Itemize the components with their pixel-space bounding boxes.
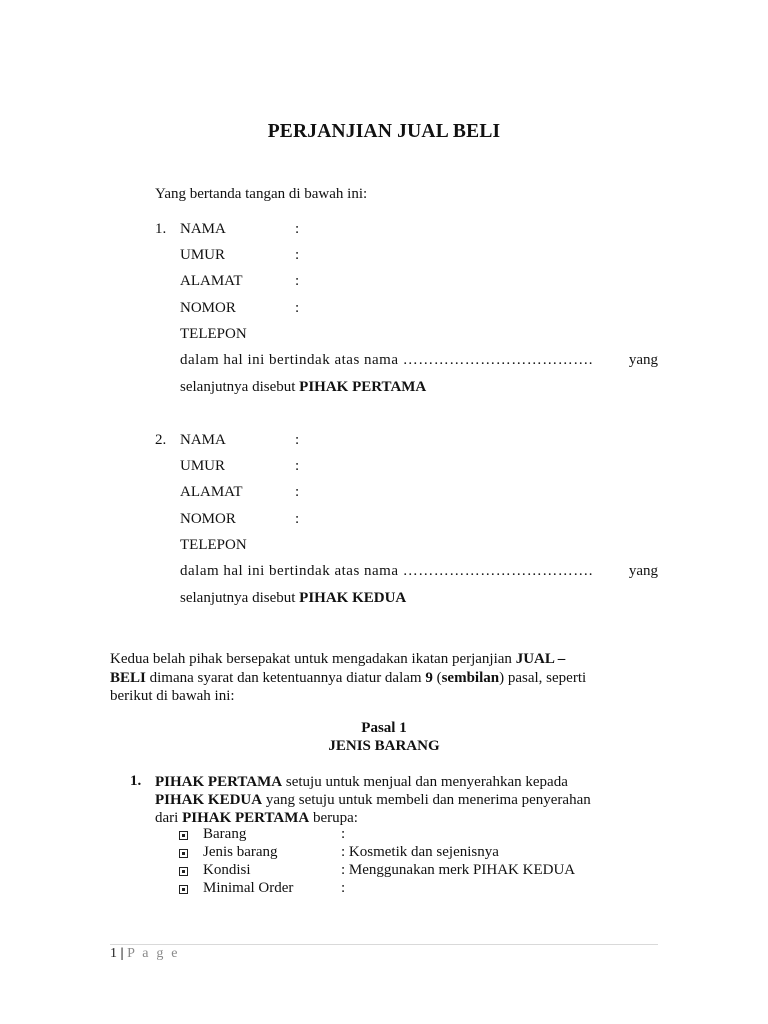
designation-name: PIHAK PERTAMA	[299, 379, 427, 395]
agreement-bold-term: BELI	[110, 669, 146, 686]
page-label: P a g e	[127, 946, 180, 961]
item-value: :	[341, 826, 346, 842]
clause-1-text	[155, 773, 658, 827]
agreement-text: Kedua belah pihak bersepakat untuk mengadakan ikatan perjanjian	[110, 651, 512, 667]
acting-end: yang	[628, 352, 658, 368]
field-colon: :	[295, 511, 300, 527]
pasal-heading: Pasal 1	[361, 720, 407, 736]
field-colon: :	[295, 247, 300, 263]
item-value: : Kosmetik dan sejenisnya	[341, 844, 499, 860]
party-number: 1.	[155, 221, 167, 237]
designation-line	[180, 379, 426, 396]
agreement-paragraph	[110, 650, 658, 706]
field-label-alamat: ALAMAT	[180, 273, 243, 289]
clause-line-3	[155, 809, 658, 827]
field-label-umur: UMUR	[180, 458, 226, 474]
field-colon: :	[295, 432, 300, 448]
designation-text: selanjutnya disebut	[180, 379, 296, 395]
agreement-article-count-word: sembilan	[441, 669, 500, 686]
agreement-line-1	[110, 650, 658, 669]
document-title: PERJANJIAN JUAL BELI	[267, 121, 501, 142]
field-label-telepon: TELEPON	[180, 326, 247, 342]
field-colon: :	[295, 458, 300, 474]
checkbox-bullet-icon	[178, 884, 188, 894]
agreement-bold-term: JUAL –	[515, 651, 566, 667]
field-label-nama: NAMA	[180, 221, 226, 237]
clause-party: PIHAK KEDUA	[155, 792, 263, 808]
designation-name: PIHAK KEDUA	[299, 590, 407, 606]
field-colon: :	[295, 273, 300, 289]
clause-text: yang setuju untuk membeli dan menerima penyerahan	[265, 792, 591, 808]
acting-line	[180, 563, 658, 580]
footer-divider	[110, 944, 658, 945]
agreement-paren: (	[436, 669, 442, 686]
field-colon: :	[295, 221, 300, 237]
clause-text: berupa:	[312, 810, 358, 826]
acting-text: dalam hal ini bertindak atas nama ……………………………….	[180, 563, 594, 579]
clause-text: dari	[155, 810, 179, 826]
clause-number: 1.	[130, 773, 142, 789]
clause-line-2	[155, 791, 658, 809]
agreement-text: dimana syarat dan ketentuannya diatur dalam	[149, 669, 422, 686]
intro-text: Yang bertanda tangan di bawah ini:	[155, 186, 368, 202]
party-number: 2.	[155, 432, 167, 448]
item-value: :	[341, 880, 346, 896]
clause-line-2-content	[155, 791, 591, 809]
checkbox-bullet-icon	[178, 830, 188, 840]
checkbox-bullet-icon	[178, 866, 188, 876]
field-label-nama: NAMA	[180, 432, 226, 448]
footer-separator: |	[120, 946, 124, 961]
item-value: : Menggunakan merk PIHAK KEDUA	[341, 862, 576, 878]
agreement-article-count: 9	[425, 669, 433, 686]
item-label: Jenis barang	[203, 844, 278, 860]
field-label-nomor: NOMOR	[180, 300, 236, 316]
acting-line	[180, 352, 658, 369]
agreement-line-2-content	[110, 670, 586, 686]
checkbox-bullet-icon	[178, 848, 188, 858]
clause-text: setuju untuk menjual dan menyerahkan kepada	[285, 774, 568, 790]
agreement-text: ) pasal, seperti	[499, 669, 587, 686]
field-colon: :	[295, 300, 300, 316]
clause-party: PIHAK PERTAMA	[182, 810, 310, 826]
page-footer	[110, 946, 180, 962]
clause-line-1-content	[155, 773, 568, 791]
field-label-umur: UMUR	[180, 247, 226, 263]
field-label-nomor: NOMOR	[180, 511, 236, 527]
field-colon: :	[295, 484, 300, 500]
designation-line	[180, 590, 406, 607]
clause-party: PIHAK PERTAMA	[155, 774, 283, 790]
acting-text: dalam hal ini bertindak atas nama ……………………………….	[180, 352, 594, 368]
field-label-telepon: TELEPON	[180, 537, 247, 553]
item-label: Kondisi	[203, 862, 251, 878]
agreement-line-2	[110, 669, 658, 688]
pasal-subheading: JENIS BARANG	[328, 738, 440, 754]
agreement-line-3: berikut di bawah ini:	[110, 688, 235, 704]
acting-end: yang	[628, 563, 658, 579]
clause-line-1	[155, 773, 658, 791]
page-number: 1	[110, 946, 117, 961]
item-label: Barang	[203, 826, 247, 842]
designation-text: selanjutnya disebut	[180, 590, 296, 606]
field-label-alamat: ALAMAT	[180, 484, 243, 500]
item-label: Minimal Order	[203, 880, 294, 896]
